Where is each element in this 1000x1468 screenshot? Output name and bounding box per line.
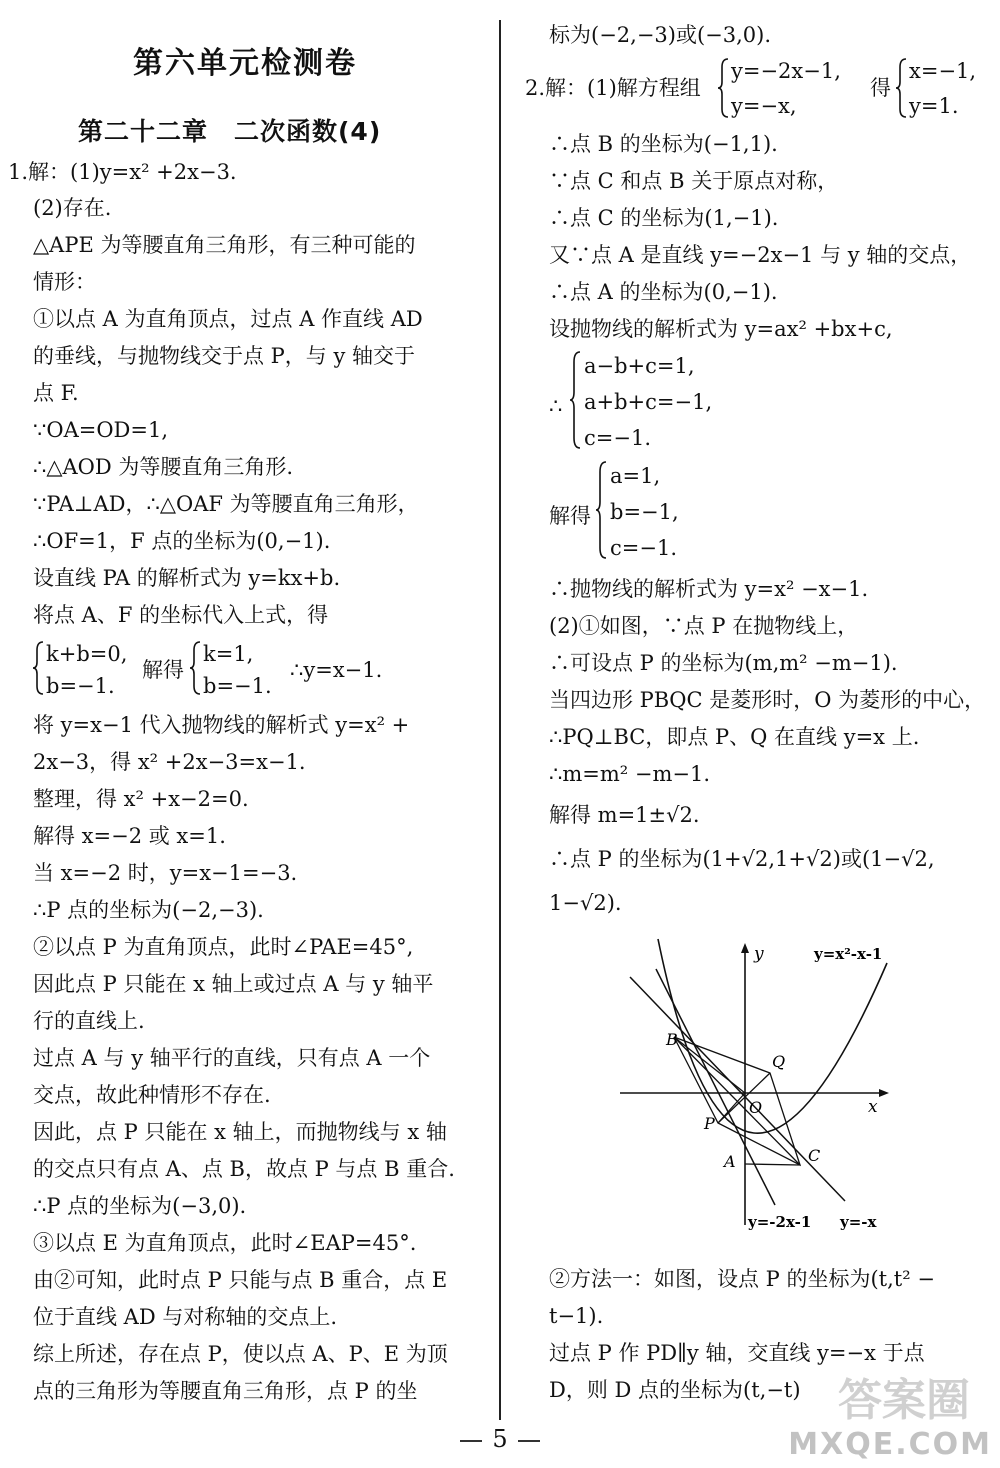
left-line: 整理，得 x² +x−2=0. <box>33 787 249 811</box>
page-number <box>440 1425 560 1453</box>
right-line: ∴可设点 P 的坐标为(m,m² −m−1). <box>549 651 898 675</box>
right-line: ∴点 C 的坐标为(1,−1). <box>549 206 779 230</box>
brace-icon <box>718 57 730 119</box>
watermark-logo: 答案圈 <box>838 1375 970 1426</box>
left-line: 的垂线，与抛物线交于点 P，与 y 轴交于 <box>33 344 416 368</box>
right-line: t−1). <box>549 1304 604 1328</box>
point-q-label: Q <box>772 1052 786 1071</box>
right-line: 解得 m=1±√2. <box>549 803 700 827</box>
point-o-label: O <box>749 1098 763 1117</box>
left-line: 因此点 P 只能在 x 轴上或过点 A 与 y 轴平 <box>33 972 434 996</box>
right-line: ∴PQ⊥BC，即点 P、Q 在直线 y=x 上. <box>549 725 920 749</box>
segment-ac <box>745 1164 800 1165</box>
equation: k+b=0, <box>46 642 128 666</box>
x-axis-arrow-icon <box>879 1089 889 1097</box>
point-p-label: P <box>704 1114 715 1133</box>
equation: x=−1, <box>909 59 977 83</box>
brace-icon <box>190 640 202 696</box>
left-line: ∴P 点的坐标为(−2,−3). <box>33 898 264 922</box>
dash-decoration <box>460 1440 482 1442</box>
brace-icon <box>570 350 582 450</box>
left-line: ∴△AOD 为等腰直角三角形. <box>33 455 294 479</box>
left-line: 综上所述，存在点 P，使以点 A、P、E 为顶 <box>33 1342 448 1366</box>
right-line: ∴点 B 的坐标为(−1,1). <box>549 132 778 156</box>
left-line: △APE 为等腰直角三角形，有三种可能的 <box>33 233 416 257</box>
left-line: ②以点 P 为直角顶点，此时∠PAE=45°, <box>33 935 414 959</box>
equation: b=−1. <box>46 674 115 698</box>
left-line: 将点 A、F 的坐标代入上式，得 <box>33 603 329 627</box>
equation: y=−2x−1, <box>731 59 841 83</box>
solve-label: 解得 <box>142 658 184 682</box>
brace-icon <box>596 460 608 560</box>
brace-icon <box>33 640 45 696</box>
right-line: D，则 D 点的坐标为(t,−t) <box>549 1378 801 1402</box>
parabola-curve <box>658 939 887 1133</box>
right-line: 又∵点 A 是直线 y=−2x−1 与 y 轴的交点， <box>549 243 972 267</box>
equation: y=−x, <box>731 94 797 118</box>
left-line: 情形： <box>33 270 96 294</box>
left-line: 点 F. <box>33 381 79 405</box>
left-line: 因此，点 P 只能在 x 轴上，而抛物线与 x 轴 <box>33 1120 447 1144</box>
right-line: ∴抛物线的解析式为 y=x² −x−1. <box>549 577 869 601</box>
point-a-label: A <box>724 1152 736 1171</box>
equation: a−b+c=1, <box>584 354 695 378</box>
equation: y=1. <box>909 94 959 118</box>
right-line: 标为(−2,−3)或(−3,0). <box>549 23 772 47</box>
equation: b=−1, <box>610 500 679 524</box>
right-line: 当四边形 PBQC 是菱形时，O 为菱形的中心， <box>549 688 986 712</box>
right-line: 1−√2). <box>549 891 622 915</box>
solve-label: 解得 <box>549 504 591 528</box>
solve-label: 得 <box>870 76 891 100</box>
chapter-subtitle: 第二十二章 二次函数(4) <box>78 117 382 146</box>
left-line: 2x−3，得 x² +2x−3=x−1. <box>33 750 306 774</box>
left-line: 将 y=x−1 代入抛物线的解析式 y=x² + <box>33 713 410 737</box>
function-graph-figure <box>600 935 930 1240</box>
left-line: 1.解：(1)y=x² +2x−3. <box>8 160 237 184</box>
left-line: ∴OF=1，F 点的坐标为(0,−1). <box>33 529 331 553</box>
left-line: 过点 A 与 y 轴平行的直线，只有点 A 一个 <box>33 1046 431 1070</box>
segment-bo <box>674 1037 745 1093</box>
right-line: 2.解：(1)解方程组 <box>525 76 701 100</box>
line1-label: y=-2x-1 <box>748 1213 812 1231</box>
watermark-text: MXQE.COM <box>788 1427 992 1462</box>
line2-label: y=-x <box>840 1213 877 1231</box>
line-y-neg2x-1 <box>656 969 775 1205</box>
left-line: ∴P 点的坐标为(−3,0). <box>33 1194 247 1218</box>
dash-decoration <box>518 1440 540 1442</box>
x-axis-label: x <box>868 1097 878 1117</box>
left-line: 点的三角形为等腰直角三角形，点 P 的坐 <box>33 1379 418 1403</box>
right-line: ∵点 C 和点 B 关于原点对称， <box>549 169 839 193</box>
y-axis-arrow-icon <box>741 943 749 953</box>
right-line: (2)①如图，∵点 P 在抛物线上， <box>549 614 859 638</box>
left-line: ∵PA⊥AD，∴△OAF 为等腰直角三角形， <box>33 492 419 516</box>
left-line: 当 x=−2 时，y=x−1=−3. <box>33 861 298 885</box>
line-y-negx <box>630 977 845 1201</box>
left-line: ①以点 A 为直角顶点，过点 A 作直线 AD <box>33 307 423 331</box>
therefore-symbol: ∴ <box>549 394 563 418</box>
page-title: 第六单元检测卷 <box>133 46 357 81</box>
left-line: 位于直线 AD 与对称轴的交点上. <box>33 1305 338 1329</box>
right-line: ②方法一：如图，设点 P 的坐标为(t,t² − <box>549 1267 935 1291</box>
left-line: ③以点 E 为直角顶点，此时∠EAP=45°. <box>33 1231 417 1255</box>
right-line: ∴点 A 的坐标为(0,−1). <box>549 280 778 304</box>
equation: b=−1. <box>203 674 272 698</box>
left-line: 由②可知，此时点 P 只能与点 B 重合，点 E <box>33 1268 448 1292</box>
equation: a+b+c=−1, <box>584 390 713 414</box>
equation: k=1, <box>203 642 254 666</box>
column-divider <box>499 20 501 1420</box>
right-line: 过点 P 作 PD∥y 轴，交直线 y=−x 于点 <box>549 1341 925 1365</box>
right-line: 设抛物线的解析式为 y=ax² +bx+c, <box>549 317 893 341</box>
right-line: ∴点 P 的坐标为(1+√2,1+√2)或(1−√2, <box>549 847 935 871</box>
left-line: 行的直线上. <box>33 1009 145 1033</box>
equation: c=−1. <box>584 426 651 450</box>
left-line: (2)存在. <box>33 196 112 220</box>
page-number-text: 5 <box>492 1425 508 1453</box>
y-axis-label: y <box>754 944 764 964</box>
equation: c=−1. <box>610 536 677 560</box>
left-line: 解得 x=−2 或 x=1. <box>33 824 226 848</box>
left-line: 交点，故此种情形不存在. <box>33 1083 271 1107</box>
point-c-label: C <box>808 1146 821 1165</box>
right-line: ∴m=m² −m−1. <box>549 762 711 786</box>
left-line: 设直线 PA 的解析式为 y=kx+b. <box>33 566 341 590</box>
equation: a=1, <box>610 464 661 488</box>
parabola-label: y=x²-x-1 <box>814 945 883 963</box>
brace-icon <box>896 57 908 119</box>
left-line: ∵OA=OD=1, <box>33 418 169 442</box>
equation-result: ∴y=x−1. <box>290 658 383 682</box>
left-line: 的交点只有点 A、点 B，故点 P 与点 B 重合. <box>33 1157 455 1181</box>
point-b-label: B <box>666 1030 678 1049</box>
